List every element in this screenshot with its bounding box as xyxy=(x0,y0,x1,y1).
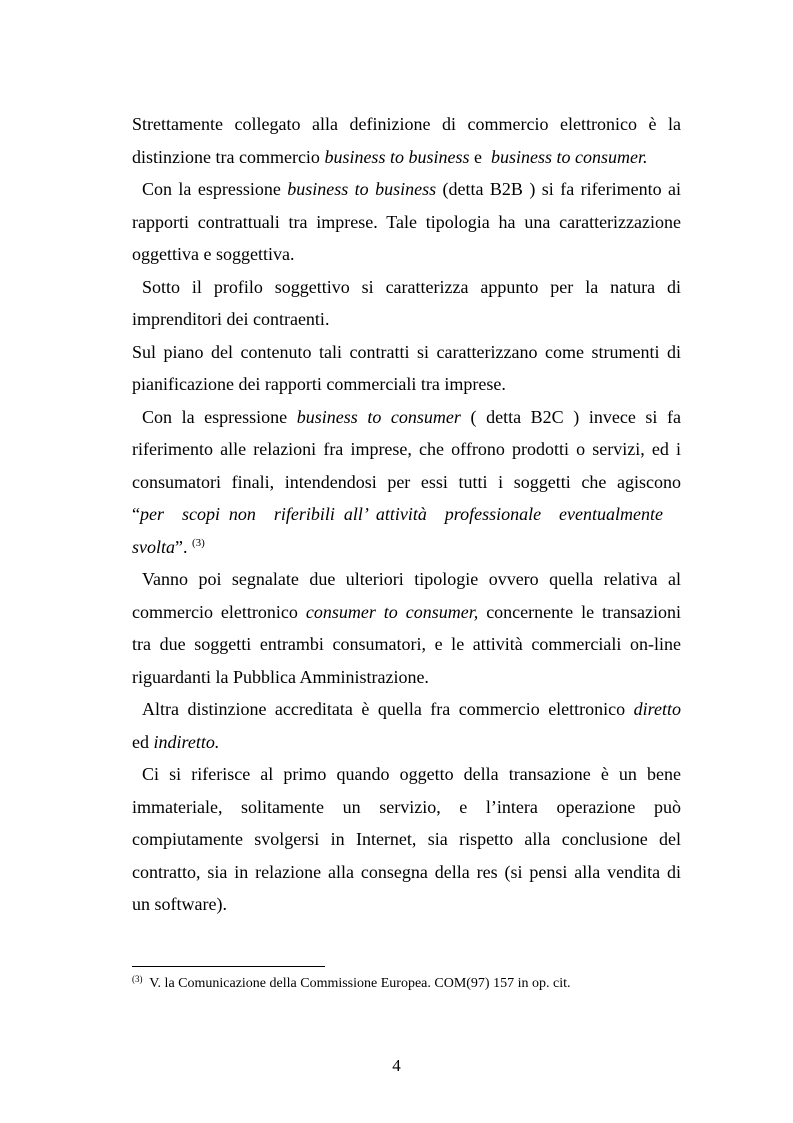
italic-quote: svolta xyxy=(132,536,175,557)
italic-term: diretto xyxy=(633,699,681,719)
italic-term: business to business xyxy=(324,146,470,167)
text-run: Sotto il profilo soggettivo si caratterizza appunto per la natura di xyxy=(142,276,681,297)
text-run: Con la espressione xyxy=(142,179,288,199)
text-run: un software). xyxy=(132,894,227,914)
footnote xyxy=(132,975,570,993)
text-run: riferimento alle relazioni fra imprese, che offrono prodotti o servizi, ed i xyxy=(132,439,681,459)
text-run: Sul piano del contenuto tali contratti si caratterizzano come strumenti di xyxy=(132,341,681,362)
paragraph-5-line-4 xyxy=(132,498,681,531)
paragraph-5-line-2 xyxy=(132,433,681,466)
paragraph-3-line-2 xyxy=(132,303,681,336)
paragraph-4-line-2 xyxy=(132,368,681,401)
body-text xyxy=(132,108,681,921)
text-run: e xyxy=(469,146,491,167)
text-run: distinzione tra commercio xyxy=(132,146,325,167)
paragraph-8-line-1 xyxy=(132,758,681,791)
text-run: commercio elettronico xyxy=(132,601,306,622)
footnote-text: V. la Comunicazione della Commissione Europea. COM(97) 157 in op. cit. xyxy=(142,976,571,991)
text-run: Strettamente collegato alla definizione di commercio elettronico è la xyxy=(132,114,681,134)
paragraph-2-line-2 xyxy=(132,206,681,239)
paragraph-6-line-4 xyxy=(132,661,681,694)
italic-term: business to business xyxy=(287,179,437,199)
text-run: immateriale, solitamente un servizio, e l’intera operazione può xyxy=(132,796,681,817)
paragraph-6-line-2 xyxy=(132,596,681,629)
paragraph-2-line-3 xyxy=(132,238,681,271)
footnote-separator xyxy=(132,966,325,967)
text-run: Con la espressione xyxy=(142,406,297,427)
text-run: Vanno poi segnalate due ulteriori tipologie ovvero quella relativa al xyxy=(142,569,681,589)
text-run: ( detta B2C ) invece si fa xyxy=(460,406,681,427)
paragraph-5-line-1 xyxy=(132,401,681,434)
italic-term: consumer to consumer, xyxy=(305,601,479,622)
paragraph-7-line-1 xyxy=(132,693,681,726)
paragraph-5-line-3 xyxy=(132,466,681,499)
paragraph-4-line-1 xyxy=(132,336,681,369)
text-run: compiutamente svolgersi in Internet, sia rispetto alla conclusione del xyxy=(132,829,681,849)
paragraph-6-line-1 xyxy=(132,563,681,596)
paragraph-8-line-5 xyxy=(132,888,681,921)
footnote-marker: (3) xyxy=(132,974,143,984)
text-run: ed xyxy=(132,731,154,752)
paragraph-7-line-2 xyxy=(132,726,681,759)
text-run: “ xyxy=(132,504,140,524)
text-run: concernente le transazioni xyxy=(478,601,681,622)
text-run: Altra distinzione accreditata è quella fra commercio elettronico xyxy=(142,699,634,719)
paragraph-1-line-2 xyxy=(132,141,681,174)
text-run: contratto, sia in relazione alla consegna della res (si pensi alla vendita di xyxy=(132,861,681,882)
italic-term: business to consumer. xyxy=(490,146,648,167)
text-run: riguardanti la Pubblica Amministrazione. xyxy=(132,666,429,687)
text-run: tra due soggetti entrambi consumatori, e le attività commerciali on-line xyxy=(132,634,681,654)
text-run: (detta B2B ) si fa riferimento ai xyxy=(436,179,681,199)
italic-term: business to consumer xyxy=(296,406,461,427)
paragraph-8-line-2 xyxy=(132,791,681,824)
paragraph-1-line-1 xyxy=(132,108,681,141)
text-run: pianificazione dei rapporti commerciali tra imprese. xyxy=(132,374,506,394)
text-run: rapporti contrattuali tra imprese. Tale tipologia ha una caratterizzazione xyxy=(132,211,681,232)
paragraph-6-line-3 xyxy=(132,628,681,661)
text-run: ”. xyxy=(175,536,192,557)
italic-term: indiretto. xyxy=(153,731,220,752)
page-number: 4 xyxy=(392,1056,401,1075)
text-run: consumatori finali, intendendosi per essi tutti i soggetti che agiscono xyxy=(132,471,681,492)
italic-quote: per scopi non riferibili all’ attività professionale eventualmente xyxy=(140,504,663,524)
paragraph-2-line-1 xyxy=(132,173,681,206)
paragraph-3-line-1 xyxy=(132,271,681,304)
text-run: oggettiva e soggettiva. xyxy=(132,244,295,264)
paragraph-5-line-5 xyxy=(132,531,681,564)
text-run: imprenditori dei contraenti. xyxy=(132,309,330,329)
paragraph-8-line-3 xyxy=(132,823,681,856)
text-run: Ci si riferisce al primo quando oggetto della transazione è un bene xyxy=(142,764,681,784)
footnote-reference: (3) xyxy=(192,536,205,549)
paragraph-8-line-4 xyxy=(132,856,681,889)
